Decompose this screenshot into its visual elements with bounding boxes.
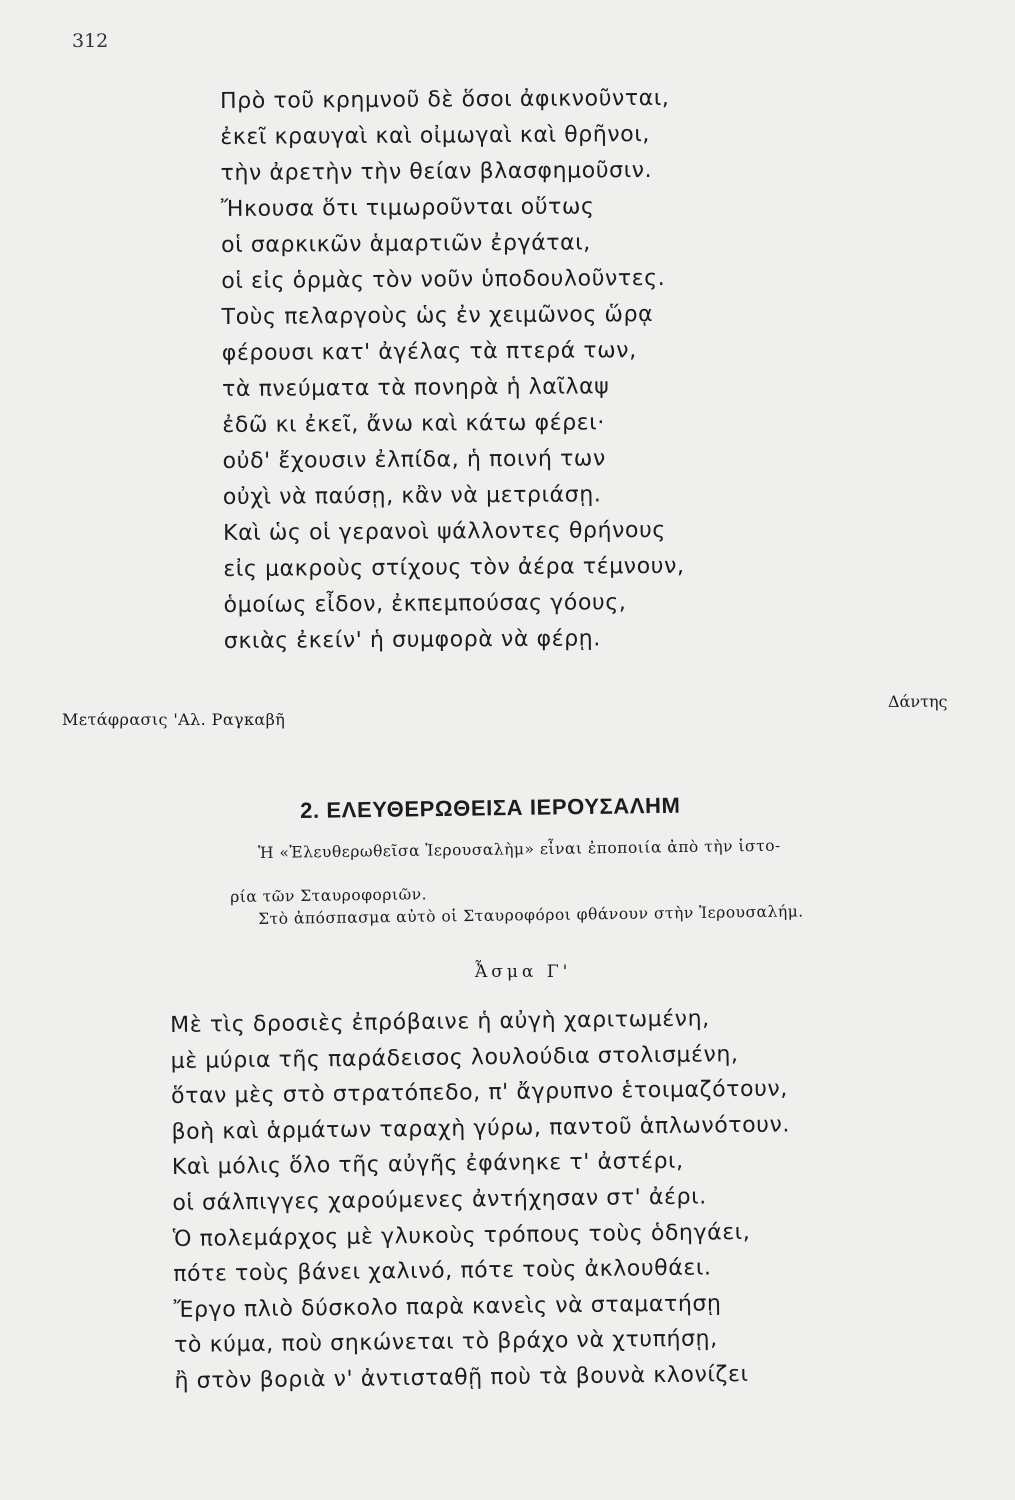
poem-line: ἐκεῖ κραυγαὶ καὶ οἰμωγαὶ καὶ θρῆνοι,	[220, 122, 651, 150]
canto-heading: Ἆσμα Γ'	[475, 962, 572, 982]
section-title: 2. ΕΛΕΥΘΕΡΩΘΕΙΣΑ ΙΕΡΟΥΣΑΛΗΜ	[300, 792, 681, 823]
poem-line: τὴν ἀρετὴν τὴν θείαν βλασφημοῦσιν.	[220, 157, 653, 186]
poem-line: Πρὸ τοῦ κρημνοῦ δὲ ὅσοι ἀφικνοῦνται,	[220, 85, 670, 114]
poem-line: οἱ σάλπιγγες χαρούμενες ἀντήχησαν στ' ἀέρι.	[172, 1184, 707, 1216]
poem-line: Ὁ πολεμάρχος μὲ γλυκοὺς τρόπους τοὺς ὁδηγάει,	[172, 1219, 751, 1252]
poem-line: ἐδῶ κι ἐκεῖ, ἄνω καὶ κάτω φέρει·	[222, 410, 605, 438]
poem-line: οὐχὶ νὰ παύσῃ, κἂν νὰ μετριάσῃ.	[222, 482, 602, 510]
poem-line: φέρουσι κατ' ἀγέλας τὰ πτερά των,	[221, 338, 637, 366]
intro-text-line: Στὸ ἀπόσπασμα αὐτὸ οἱ Σταυροφόροι φθάνουν στὴν Ἱερουσαλήμ.	[258, 902, 804, 928]
poem-line: οἱ εἰς ὁρμὰς τὸν νοῦν ὑποδουλοῦντες.	[221, 265, 666, 294]
poem-line: ὁμοίως εἶδον, ἐκπεμπούσας γόους,	[223, 590, 627, 618]
poem-line: ὅταν μὲς στὸ στρατόπεδο, π' ἄγρυπνο ἑτοιμαζότουν,	[170, 1076, 789, 1110]
poem-line: εἰς μακροὺς στίχους τὸν ἀέρα τέμνουν,	[223, 553, 685, 582]
poem-line: ἢ στὸν βοριὰ ν' ἀντισταθῇ ποὺ τὰ βουνὰ κλονίζει	[174, 1361, 749, 1394]
poem-line: Καὶ ὡς οἱ γερανοὶ ψάλλοντες θρήνους	[223, 517, 666, 546]
poem-line: σκιὰς ἐκείν' ἡ συμφορὰ νὰ φέρῃ.	[223, 626, 601, 654]
page-number: 312	[72, 30, 109, 52]
poem-line: Ἔργο πλιὸ δύσκολο παρὰ κανεὶς νὰ σταματήσῃ	[173, 1291, 722, 1323]
poem-line: πότε τοὺς βάνει χαλινό, πότε τοὺς ἀκλουθάει.	[173, 1255, 712, 1288]
poem-line: Μὲ τὶς δροσιὲς ἐπρόβαινε ἡ αὐγὴ χαριτωμένη,	[170, 1006, 710, 1038]
intro-text-line: ρία τῶν Σταυροφοριῶν.	[230, 885, 428, 906]
poem-line: Ἤκουσα ὅτι τιμωροῦνται οὕτως	[220, 194, 595, 222]
intro-text-line: Ἡ «Ἐλευθερωθεῖσα Ἱερουσαλὴμ» εἶναι ἐποποιία ἀπὸ τὴν ἱστο-	[258, 836, 781, 862]
poem-line: βοὴ καὶ ἁρμάτων ταραχὴ γύρω, παντοῦ ἁπλωνότουν.	[171, 1112, 791, 1145]
poem-line: τὸ κύμα, ποὺ σηκώνεται τὸ βράχο νὰ χτυπήσῃ,	[173, 1326, 718, 1359]
translator-attribution: Μετάφρασις 'Αλ. Ραγκαβῆ	[62, 710, 286, 729]
author-attribution: Δάντης	[888, 692, 948, 711]
poem-line: οἱ σαρκικῶν ἁμαρτιῶν ἐργάται,	[221, 230, 591, 258]
poem-line: Καὶ μόλις ὅλο τῆς αὐγῆς ἐφάνηκε τ' ἀστέρι,	[171, 1149, 684, 1181]
poem-stanza-dante	[220, 81, 685, 660]
poem-line: μὲ μύρια τῆς παράδεισος λουλούδια στολισμένη,	[170, 1041, 739, 1074]
poem-stanza-tasso	[170, 1000, 793, 1399]
poem-line: Τοὺς πελαργοὺς ὡς ἐν χειμῶνος ὥρᾳ	[221, 301, 654, 330]
poem-line: τὰ πνεύματα τὰ πονηρὰ ἡ λαῖλαψ	[222, 374, 610, 402]
poem-line: οὐδ' ἔχουσιν ἐλπίδα, ἡ ποινή των	[222, 446, 606, 474]
